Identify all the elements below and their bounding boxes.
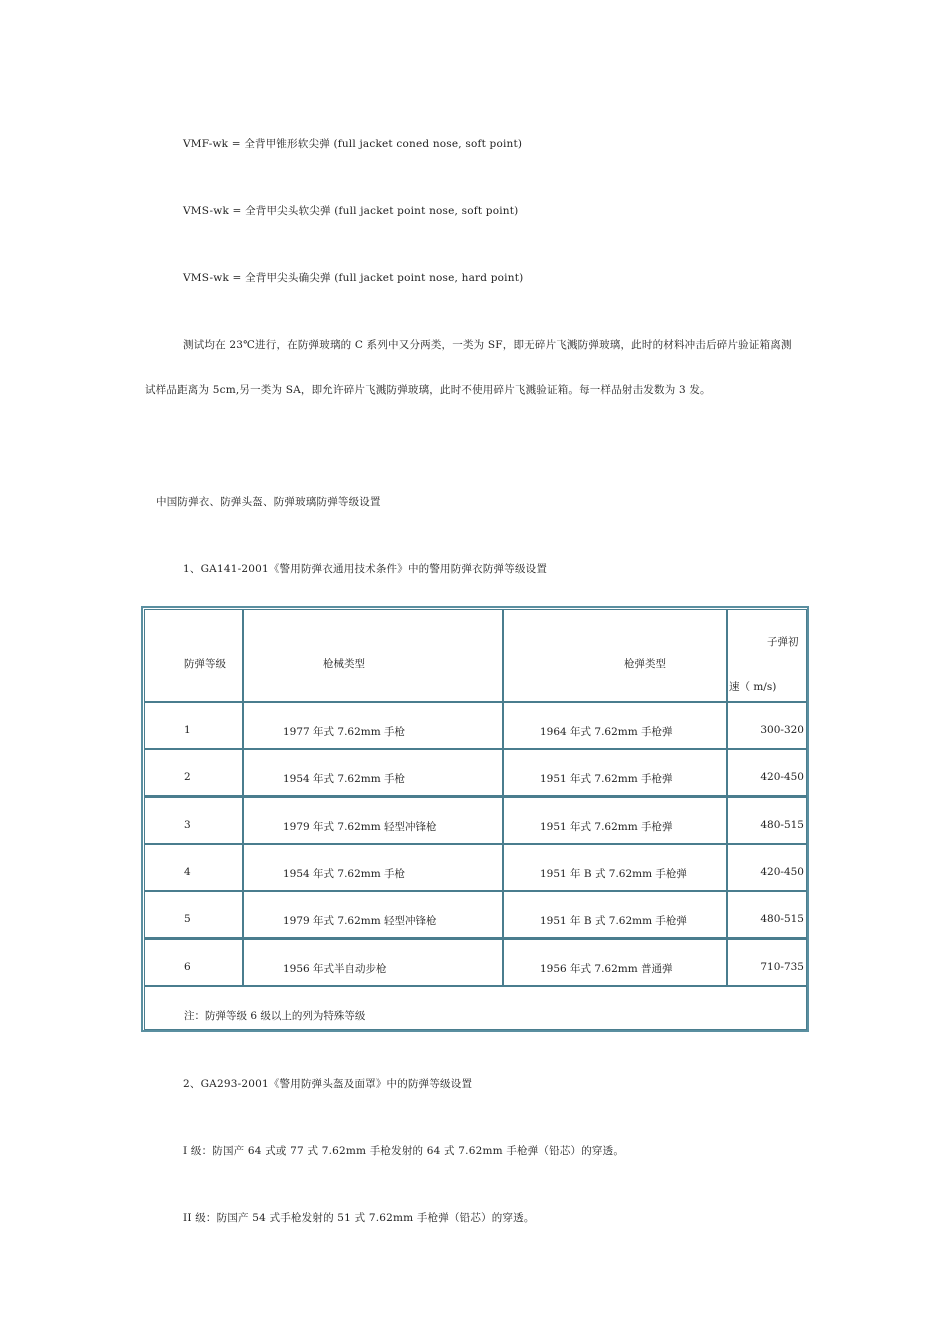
subsection-title-2: 2、GA293-2001《警用防弹头盔及面罩》中的防弹等级设置 (183, 1078, 473, 1090)
table-row-3-level (144, 796, 243, 844)
table-row-2-bullet (503, 749, 727, 796)
row-4-speed: 420-450 (760, 866, 804, 878)
table-row-2-speed (727, 749, 807, 796)
row-1-speed: 300-320 (760, 724, 804, 736)
table-row-3-speed (727, 796, 807, 844)
row-2-level: 2 (184, 771, 191, 783)
paragraph-vms-soft: VMS-wk = 全背甲尖头软尖弹 (full jacket point nose, soft point) (183, 205, 519, 217)
header-level: 防弹等级 (184, 658, 226, 670)
header-bullet: 枪弹类型 (624, 658, 666, 670)
row-5-level: 5 (184, 913, 191, 925)
table-row-2-gun (243, 749, 503, 796)
row-3-bullet: 1951 年式 7.62mm 手枪弹 (540, 821, 673, 833)
row-6-gun: 1956 年式半自动步枪 (283, 963, 387, 975)
header-speed-line-1: 子弹初 (767, 636, 799, 648)
table-row-4-level (144, 844, 243, 891)
table-row-1-speed (727, 702, 807, 749)
header-cell-bullet (503, 609, 727, 702)
table-row-6-gun (243, 938, 503, 986)
row-3-speed: 480-515 (760, 819, 804, 831)
paragraph-test-line-1: 测试均在 23℃进行，在防弹玻璃的 C 系列中又分两类，一类为 SF，即无碎片飞溅防弹玻璃，此时的材料冲击后碎片验证箱离测 (183, 339, 792, 351)
row-1-bullet: 1964 年式 7.62mm 手枪弹 (540, 726, 673, 738)
table-row-6-speed (727, 938, 807, 986)
table-row-5-speed (727, 891, 807, 938)
row-4-level: 4 (184, 866, 191, 878)
paragraph-vms-hard: VMS-wk = 全背甲尖头确尖弹 (full jacket point nose, hard point) (183, 272, 524, 284)
table-note-cell (144, 986, 807, 1030)
table-row-6-bullet (503, 938, 727, 986)
row-4-bullet: 1951 年 B 式 7.62mm 手枪弹 (540, 868, 687, 880)
row-3-gun: 1979 年式 7.62mm 轻型冲锋枪 (283, 821, 437, 833)
subsection-title-1: 1、GA141-2001《警用防弹衣通用技术条件》中的警用防弹衣防弹等级设置 (183, 563, 548, 575)
row-5-speed: 480-515 (760, 913, 804, 925)
header-cell-level (144, 609, 243, 702)
paragraph-vmf: VMF-wk = 全背甲锥形软尖弹 (full jacket coned nose, soft point) (183, 138, 523, 150)
helmet-level-2: II 级：防国产 54 式手枪发射的 51 式 7.62mm 手枪弹（铅芯）的穿透。 (183, 1212, 535, 1224)
table-row-1-gun (243, 702, 503, 749)
table-row-5-gun (243, 891, 503, 938)
header-speed-line-2: 速（ m/s) (729, 681, 777, 693)
row-2-speed: 420-450 (760, 771, 804, 783)
table-row-5-bullet (503, 891, 727, 938)
table-row-3-bullet (503, 796, 727, 844)
table-row-2-level (144, 749, 243, 796)
armor-level-table (141, 606, 809, 1032)
table-row-4-bullet (503, 844, 727, 891)
row-3-level: 3 (184, 819, 191, 831)
row-5-gun: 1979 年式 7.62mm 轻型冲锋枪 (283, 915, 437, 927)
table-row-4-gun (243, 844, 503, 891)
row-5-bullet: 1951 年 B 式 7.62mm 手枪弹 (540, 915, 687, 927)
table-row-1-level (144, 702, 243, 749)
row-1-gun: 1977 年式 7.62mm 手枪 (283, 726, 406, 738)
table-row-1-bullet (503, 702, 727, 749)
row-6-level: 6 (184, 961, 191, 973)
header-cell-gun (243, 609, 503, 702)
header-cell-speed (727, 609, 807, 702)
row-1-level: 1 (184, 724, 191, 736)
helmet-level-1: I 级：防国产 64 式或 77 式 7.62mm 手枪发射的 64 式 7.62mm 手枪弹（铅芯）的穿透。 (183, 1145, 625, 1157)
row-2-gun: 1954 年式 7.62mm 手枪 (283, 773, 406, 785)
row-4-gun: 1954 年式 7.62mm 手枪 (283, 868, 406, 880)
section-title: 中国防弹衣、防弹头盔、防弹玻璃防弹等级设置 (156, 496, 381, 508)
row-2-bullet: 1951 年式 7.62mm 手枪弹 (540, 773, 673, 785)
table-row-4-speed (727, 844, 807, 891)
table-row-6-level (144, 938, 243, 986)
row-6-speed: 710-735 (760, 961, 804, 973)
row-6-bullet: 1956 年式 7.62mm 普通弹 (540, 963, 673, 975)
header-gun: 枪械类型 (323, 658, 365, 670)
table-note: 注：防弹等级 6 级以上的列为特殊等级 (184, 1010, 366, 1022)
table-row-3-gun (243, 796, 503, 844)
table-row-5-level (144, 891, 243, 938)
paragraph-test-line-2: 试样品距离为 5cm,另一类为 SA，即允许碎片飞溅防弹玻璃，此时不使用碎片飞溅验证箱。每一样品射击发数为 3 发。 (145, 384, 711, 396)
